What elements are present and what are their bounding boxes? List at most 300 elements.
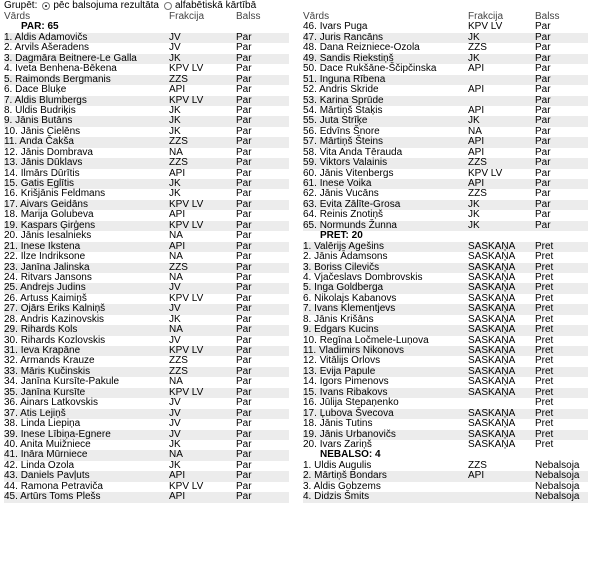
deputy-name-text: Linda Ozola xyxy=(20,459,75,471)
deputy-name-text: Janīna Kursīte xyxy=(20,386,86,398)
section-title: PRET: 20 xyxy=(320,230,363,242)
row-number: 44. xyxy=(4,480,18,492)
row-number: 43. xyxy=(4,470,18,482)
row-number: 17. xyxy=(303,407,317,419)
right-column xyxy=(303,12,588,503)
faction-cell: API xyxy=(468,104,485,116)
vote-cell: Par xyxy=(535,115,551,127)
row-number: 7. xyxy=(4,94,13,106)
deputy-name-text: Uldis Augulis xyxy=(314,459,372,471)
faction-cell: SASKAŅA xyxy=(468,334,516,346)
row-number: 60. xyxy=(303,167,317,179)
faction-cell: NA xyxy=(169,271,183,283)
vote-cell: Pret xyxy=(535,386,554,398)
deputy-name-text: Krišjānis Feldmans xyxy=(20,188,106,200)
faction-cell: SASKAŅA xyxy=(468,292,516,304)
faction-cell: KPV LV xyxy=(169,292,204,304)
deputy-name-text: Vjačeslavs Dombrovskis xyxy=(314,271,423,283)
faction-cell: SASKAŅA xyxy=(468,355,516,367)
faction-cell: ZZS xyxy=(468,459,487,471)
vote-cell: Par xyxy=(535,21,551,33)
faction-cell: SASKAŅA xyxy=(468,407,516,419)
vote-cell: Par xyxy=(236,449,252,461)
faction-cell: JV xyxy=(169,397,181,409)
row-number: 1. xyxy=(303,240,312,252)
deputy-name-text: Jūlija Stepaņenko xyxy=(319,397,399,409)
deputy-name-text: Vitālijs Orlovs xyxy=(319,355,381,367)
faction-cell: API xyxy=(468,63,485,75)
deputy-name-text: Ivars Zariņš xyxy=(319,438,372,450)
row-number: 1. xyxy=(303,459,312,471)
faction-cell: API xyxy=(468,84,485,96)
vote-cell: Par xyxy=(535,136,551,148)
row-number: 50. xyxy=(303,63,317,75)
vote-cell: Par xyxy=(236,470,252,482)
vote-cell: Par xyxy=(236,491,252,503)
vote-cell: Par xyxy=(236,418,252,430)
row-number: 31. xyxy=(4,345,18,356)
vote-cell: Par xyxy=(236,261,252,273)
faction-cell: ZZS xyxy=(468,157,487,169)
vote-cell: Par xyxy=(236,198,252,210)
row-number: 8. xyxy=(4,104,13,116)
row-number: 38. xyxy=(4,418,18,430)
deputy-name-text: Māris Kučinskis xyxy=(20,365,91,377)
row-number: 9. xyxy=(4,115,13,127)
row-number: 28. xyxy=(4,313,18,325)
vote-cell: Pret xyxy=(535,418,554,430)
row-number: 30. xyxy=(4,334,18,346)
deputy-name-text: Juta Strīķe xyxy=(319,115,368,127)
row-number: 41. xyxy=(4,449,18,461)
deputy-name-text: Artuss Kaimiņš xyxy=(20,292,87,304)
deputy-name-text: Ramona Petraviča xyxy=(20,480,103,492)
vote-cell: Pret xyxy=(535,313,554,325)
deputy-name-text: Juris Rancāns xyxy=(319,31,384,43)
deputy-name-text: Andris Kazinovskis xyxy=(20,313,105,325)
faction-cell: JK xyxy=(169,313,181,325)
faction-cell: API xyxy=(169,470,186,482)
vote-cell: Par xyxy=(535,146,551,158)
vote-cell: Par xyxy=(236,324,252,336)
deputy-name-text: Evita Zālīte-Grosa xyxy=(319,198,401,210)
vote-cell: Par xyxy=(236,63,252,75)
vote-cell: Par xyxy=(535,157,551,169)
faction-cell: KPV LV xyxy=(468,21,503,33)
deputy-name-text: Daniels Pavļuts xyxy=(20,470,90,482)
vote-cell: Par xyxy=(236,386,252,398)
faction-cell: API xyxy=(169,84,186,96)
vote-cell: Par xyxy=(236,115,252,127)
deputy-name-text: Andrejs Judins xyxy=(20,282,86,294)
row-number: 2. xyxy=(303,251,312,263)
faction-cell: JK xyxy=(169,115,181,127)
deputy-name-text: Viktors Valainis xyxy=(319,157,388,169)
row-number: 12. xyxy=(303,355,317,367)
deputy-name-text: Boriss Cilevičs xyxy=(314,261,380,273)
deputy-name-text: Mārtiņš Šteins xyxy=(319,136,384,148)
deputy-name-text: Aldis Gobzems xyxy=(313,480,381,492)
row-number: 11. xyxy=(4,136,18,148)
deputy-name-text: Arvils Ašeradens xyxy=(14,42,90,54)
section-title: PAR: 65 xyxy=(21,21,59,33)
vote-cell: Pret xyxy=(535,282,554,294)
faction-cell: API xyxy=(169,240,186,252)
row-number: 21. xyxy=(4,240,18,252)
deputy-name-text: Dana Reizniece-Ozola xyxy=(319,42,420,54)
vote-cell: Par xyxy=(535,31,551,43)
row-number: 13. xyxy=(4,157,18,169)
deputy-name-text: Ināra Mūrniece xyxy=(20,449,88,461)
faction-cell: KPV LV xyxy=(169,480,204,492)
vote-cell: Par xyxy=(236,104,252,116)
faction-cell: JV xyxy=(169,282,181,294)
deputy-name-text: Ainars Latkovskis xyxy=(20,397,98,409)
deputy-name-text: Gatis Eglītis xyxy=(20,178,75,189)
deputy-name-text: Inese Voika xyxy=(319,178,372,189)
vote-cell: Par xyxy=(236,428,252,440)
row-number: 15. xyxy=(4,178,18,189)
vote-cell: Nebalsoja xyxy=(535,480,580,492)
vote-cell: Par xyxy=(535,198,551,210)
deputy-name-text: Edgars Kucins xyxy=(314,324,379,336)
deputy-name-text: Kaspars Ģirģens xyxy=(20,219,96,231)
row-number: 14. xyxy=(303,376,317,388)
faction-cell: SASKAŅA xyxy=(468,240,516,252)
deputy-name-text: Ritvars Jansons xyxy=(20,271,92,283)
vote-cell: Par xyxy=(535,188,551,200)
vote-cell: Par xyxy=(535,94,551,106)
deputy-name-text: Aldis Adamovičs xyxy=(14,31,88,43)
grouping-label: Grupēt: xyxy=(4,0,38,11)
deputy-name-text: Marija Golubeva xyxy=(20,209,94,221)
vote-cell: Par xyxy=(236,345,252,356)
faction-cell: SASKAŅA xyxy=(468,376,516,388)
row-number: 46. xyxy=(303,21,317,33)
row-number: 27. xyxy=(4,303,18,315)
faction-cell: JK xyxy=(468,209,480,221)
row-number: 6. xyxy=(303,292,312,304)
faction-cell: SASKAŅA xyxy=(468,428,516,440)
faction-cell: API xyxy=(468,136,485,148)
row-number: 48. xyxy=(303,42,317,54)
row-number: 57. xyxy=(303,136,317,148)
vote-cell: Par xyxy=(236,188,252,200)
faction-cell: SASKAŅA xyxy=(468,386,516,398)
deputy-name-text: Karina Sprūde xyxy=(319,94,384,106)
deputy-name-text: Raimonds Bergmanis xyxy=(15,73,111,85)
faction-cell: ZZS xyxy=(169,261,188,273)
vote-cell: Par xyxy=(236,376,252,388)
vote-cell: Pret xyxy=(535,251,554,263)
vote-cell: Par xyxy=(236,167,252,179)
vote-cell: Pret xyxy=(535,271,554,283)
vote-cell: Pret xyxy=(535,292,554,304)
deputy-name-text: Aivars Geidāns xyxy=(20,198,88,210)
faction-cell: SASKAŅA xyxy=(468,418,516,430)
faction-cell: SASKAŅA xyxy=(468,438,516,450)
row-number: 64. xyxy=(303,209,317,221)
vote-cell: Par xyxy=(236,459,252,471)
faction-cell: NA xyxy=(468,125,482,137)
faction-cell: KPV LV xyxy=(468,167,503,179)
faction-cell: API xyxy=(468,178,485,189)
deputy-name-text: Ojārs Ēriks Kalniņš xyxy=(20,303,106,315)
faction-cell: KPV LV xyxy=(169,219,204,231)
row-number: 65. xyxy=(303,219,317,231)
deputy-name-text: Sandis Riekstiņš xyxy=(319,52,394,64)
vote-cell: Par xyxy=(236,365,252,377)
deputy-name-text: Janīna Jalinska xyxy=(20,261,90,273)
faction-cell: NA xyxy=(169,146,183,158)
section-title: NEBALSO: 4 xyxy=(320,449,381,461)
row-number: 19. xyxy=(303,428,317,440)
vote-cell: Par xyxy=(236,282,252,294)
row-number: 10. xyxy=(303,334,317,346)
vote-cell: Par xyxy=(236,240,252,252)
faction-cell: NA xyxy=(169,324,183,336)
vote-cell: Pret xyxy=(535,303,554,315)
row-number: 47. xyxy=(303,31,317,43)
header-vote: Balss xyxy=(535,11,560,22)
vote-cell: Par xyxy=(236,292,252,304)
row-number: 34. xyxy=(4,376,18,388)
radio-by-result[interactable] xyxy=(42,2,50,10)
vote-cell: Par xyxy=(535,125,551,137)
vote-cell: Par xyxy=(236,438,252,450)
faction-cell: JV xyxy=(169,428,181,440)
vote-cell: Par xyxy=(236,480,252,492)
vote-cell: Par xyxy=(236,42,252,54)
vote-cell: Par xyxy=(236,334,252,346)
radio-alphabetical-label[interactable]: alfabētiskā kārtībā xyxy=(174,0,257,11)
deputy-name-text: Vita Anda Tērauda xyxy=(319,146,403,158)
vote-cell: Par xyxy=(236,271,252,283)
vote-cell: Par xyxy=(236,52,252,64)
faction-cell: JK xyxy=(169,438,181,450)
faction-cell: JV xyxy=(169,334,181,346)
vote-cell: Par xyxy=(236,209,252,221)
header-vote: Balss xyxy=(236,11,261,22)
row-number: 29. xyxy=(4,324,18,336)
row-number: 18. xyxy=(4,209,18,221)
row-number: 45. xyxy=(4,491,18,503)
deputy-name-text: Artūrs Toms Plešs xyxy=(20,491,101,503)
radio-alphabetical[interactable] xyxy=(164,2,172,10)
deputy-name-text: Iveta Benhena-Bēkena xyxy=(15,63,117,75)
row-number: 10. xyxy=(4,125,18,137)
faction-cell: SASKAŅA xyxy=(468,261,516,273)
row-number: 53. xyxy=(303,94,317,106)
row-number: 8. xyxy=(303,313,312,325)
faction-cell: KPV LV xyxy=(169,198,204,210)
vote-cell: Nebalsoja xyxy=(535,491,580,503)
row-number: 33. xyxy=(4,365,18,377)
vote-cell: Pret xyxy=(535,334,554,346)
deputy-name-text: Ivans Ribakovs xyxy=(319,386,388,398)
row-number: 58. xyxy=(303,146,317,158)
faction-cell: NA xyxy=(169,449,183,461)
vote-cell: Pret xyxy=(535,324,554,336)
row-number: 62. xyxy=(303,188,317,200)
row-number: 51. xyxy=(303,73,317,85)
row-number: 24. xyxy=(4,271,18,283)
vote-cell: Par xyxy=(236,407,252,419)
row-number: 49. xyxy=(303,52,317,64)
vote-cell: Par xyxy=(236,84,252,96)
faction-cell: JK xyxy=(169,178,181,189)
deputy-name-text: Jānis Krišāns xyxy=(314,313,374,325)
row-number: 20. xyxy=(303,438,317,450)
row-number: 5. xyxy=(4,73,13,85)
row-number: 52. xyxy=(303,84,317,96)
row-number: 15. xyxy=(303,386,317,398)
faction-cell: API xyxy=(169,167,186,179)
vote-cell: Par xyxy=(236,303,252,315)
faction-cell: API xyxy=(468,470,485,482)
left-column xyxy=(4,12,289,503)
faction-cell: SASKAŅA xyxy=(468,282,516,294)
row-number: 20. xyxy=(4,230,18,242)
faction-cell: KPV LV xyxy=(169,94,204,106)
row-number: 9. xyxy=(303,324,312,336)
row-number: 32. xyxy=(4,355,18,367)
deputy-name-text: Jānis Urbanovičs xyxy=(319,428,396,440)
vote-cell: Par xyxy=(236,136,252,148)
row-number: 13. xyxy=(303,365,317,377)
deputy-name-text: Atis Lejiņš xyxy=(20,407,66,419)
faction-cell: JK xyxy=(468,52,480,64)
faction-cell: JK xyxy=(468,115,480,127)
faction-cell: SASKAŅA xyxy=(468,251,516,263)
row-number: 36. xyxy=(4,397,18,409)
vote-cell: Par xyxy=(535,104,551,116)
row-number: 1. xyxy=(4,31,13,43)
vote-cell: Pret xyxy=(535,365,554,377)
vote-cell: Pret xyxy=(535,438,554,450)
deputy-name-text: Dace Rukšāne-Ščipčinska xyxy=(319,63,437,75)
faction-cell: ZZS xyxy=(169,365,188,377)
deputy-name-text: Nikolajs Kabanovs xyxy=(314,292,397,304)
vote-cell: Pret xyxy=(535,407,554,419)
row-number: 4. xyxy=(4,63,13,75)
deputy-name-text: Ivars Puga xyxy=(319,21,368,33)
deputy-name-text: Rihards Kozlovskis xyxy=(20,334,106,346)
faction-cell: JK xyxy=(468,219,480,231)
vote-cell: Pret xyxy=(535,261,554,273)
deputy-name-text: Jānis Cielēns xyxy=(20,125,81,137)
row-number: 61. xyxy=(303,178,317,189)
faction-cell: NA xyxy=(169,230,183,242)
deputy-name-text: Normunds Žunna xyxy=(319,219,397,231)
deputy-name-text: Armands Krauze xyxy=(20,355,95,367)
deputy-name-text: Jānis Dombrava xyxy=(20,146,93,158)
deputy-name-text: Inguna Rībena xyxy=(319,73,386,85)
row-number: 23. xyxy=(4,261,18,273)
row-number: 7. xyxy=(303,303,312,315)
faction-cell: API xyxy=(169,209,186,221)
vote-cell: Par xyxy=(535,167,551,179)
row-number: 39. xyxy=(4,428,18,440)
faction-cell: ZZS xyxy=(468,42,487,54)
vote-cell: Par xyxy=(535,63,551,75)
deputy-name-text: Rihards Kols xyxy=(20,324,78,336)
deputy-name xyxy=(303,492,369,502)
row-number: 56. xyxy=(303,125,317,137)
deputy-name-text: Jānis Vucāns xyxy=(319,188,379,200)
table-row xyxy=(303,492,588,502)
vote-cell: Par xyxy=(236,157,252,169)
row-number: 16. xyxy=(303,397,317,409)
deputy-name-text: Janīna Kursīte-Pakule xyxy=(20,376,120,388)
vote-cell: Par xyxy=(236,94,252,106)
vote-cell: Pret xyxy=(535,376,554,388)
faction-cell: JK xyxy=(169,188,181,200)
deputy-name-text: Dace Bluķe xyxy=(15,84,67,96)
row-number: 14. xyxy=(4,167,18,179)
row-number: 40. xyxy=(4,438,18,450)
vote-cell: Par xyxy=(535,42,551,54)
vote-cell: Pret xyxy=(535,240,554,252)
row-number: 6. xyxy=(4,84,13,96)
vote-cell: Par xyxy=(236,251,252,263)
vote-cell: Par xyxy=(535,178,551,189)
row-number: 55. xyxy=(303,115,317,127)
faction-cell: KPV LV xyxy=(169,345,204,356)
deputy-name-text: Jānis Dūklavs xyxy=(20,157,83,169)
vote-cell: Pret xyxy=(535,355,554,367)
deputy-name-text: Evija Papule xyxy=(319,365,376,377)
faction-cell: JV xyxy=(169,42,181,54)
deputy-name-text: Anita Muižniece xyxy=(20,438,91,450)
deputy-name-text: Igors Pimenovs xyxy=(319,376,389,388)
faction-cell: JV xyxy=(169,407,181,419)
faction-cell: JV xyxy=(169,418,181,430)
deputy-name-text: Ilmārs Dūrītis xyxy=(20,167,80,179)
deputy-name-text: Ļubova Švecova xyxy=(319,407,394,419)
vote-cell: Pret xyxy=(535,428,554,440)
vote-cell: Par xyxy=(236,73,252,85)
faction-cell: API xyxy=(468,146,485,158)
deputy-name-text: Mārtiņš Staķis xyxy=(319,104,383,116)
faction-cell: NA xyxy=(169,251,183,263)
row-number: 16. xyxy=(4,188,18,200)
deputy-name-text: Valērijs Agešins xyxy=(314,240,384,252)
row-number: 59. xyxy=(303,157,317,169)
vote-cell: Par xyxy=(535,73,551,85)
row-number: 63. xyxy=(303,198,317,210)
vote-cell: Par xyxy=(236,125,252,137)
vote-cell: Par xyxy=(236,313,252,325)
row-number: 2. xyxy=(4,42,13,54)
radio-by-result-label[interactable]: pēc balsojuma rezultāta xyxy=(53,0,159,11)
deputy-name-text: Dagmāra Beitnere-Le Galla xyxy=(15,52,137,64)
faction-cell: JV xyxy=(169,303,181,315)
faction-cell: JK xyxy=(169,125,181,137)
deputy-name-text: Regīna Ločmele-Luņova xyxy=(319,334,429,346)
header-faction: Frakcija xyxy=(169,11,205,22)
faction-cell: JK xyxy=(468,198,480,210)
deputy-name-text: Inga Goldberga xyxy=(314,282,384,294)
row-number: 26. xyxy=(4,292,18,304)
row-number: 5. xyxy=(303,282,312,294)
faction-cell: JK xyxy=(169,52,181,64)
deputy-name-text: Ieva Krapāne xyxy=(20,345,81,356)
row-number: 18. xyxy=(303,418,317,430)
vote-cell: Par xyxy=(236,219,252,231)
vote-cell: Par xyxy=(236,146,252,158)
deputy-name-text: Ivans Klementjevs xyxy=(314,303,396,315)
